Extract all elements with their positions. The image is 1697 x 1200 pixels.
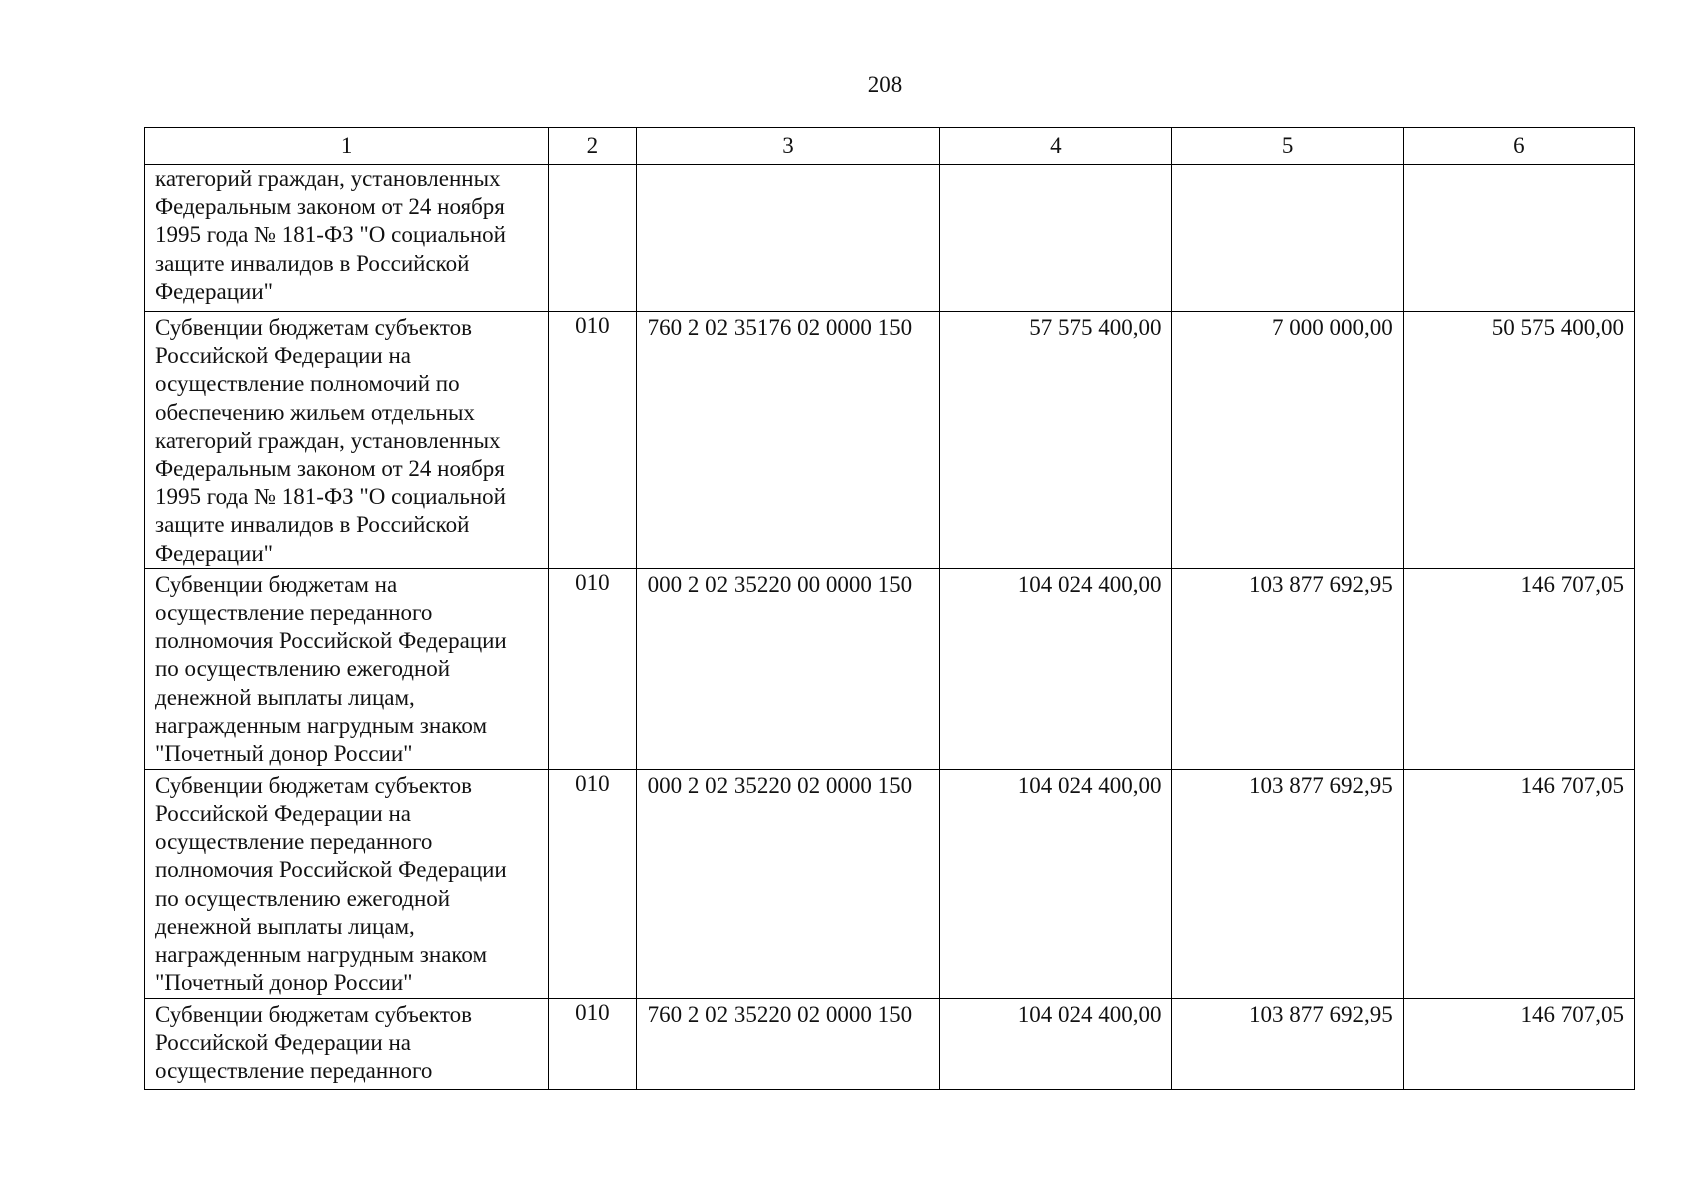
table-row	[145, 312, 1635, 569]
executed-amount-cell: 103 877 692,95	[1172, 998, 1403, 1089]
approved-amount-cell	[940, 165, 1172, 312]
column-header-1: 1	[145, 128, 549, 165]
row-name-text: Субвенции бюджетам субъектов Российской Федерации на осуществление переданного полномочия Российской Федерации по осуществлению ежегодной денежной выплаты лицам, награжденным нагрудным знаком "Почетный донор России"	[155, 772, 507, 996]
income-code-cell: 000 2 02 35220 02 0000 150	[636, 769, 940, 998]
approved-amount-cell: 104 024 400,00	[940, 998, 1172, 1089]
executed-amount-cell: 7 000 000,00	[1172, 312, 1403, 569]
income-code-cell: 760 2 02 35220 02 0000 150	[636, 998, 940, 1089]
line-code-cell	[549, 165, 636, 312]
income-code-cell	[636, 165, 940, 312]
column-header-4: 4	[940, 128, 1172, 165]
executed-amount-cell	[1172, 165, 1403, 312]
income-code-cell: 000 2 02 35220 00 0000 150	[636, 568, 940, 769]
line-code-cell: 010	[549, 998, 636, 1089]
row-name-cell	[145, 769, 549, 998]
column-header-3: 3	[636, 128, 940, 165]
table-row	[145, 769, 1635, 998]
page-number: 208	[867, 72, 903, 97]
line-code-cell: 010	[549, 568, 636, 769]
budget-execution-table	[144, 127, 1635, 1090]
line-code-cell: 010	[549, 312, 636, 569]
row-name-text: Субвенции бюджетам на осуществление переданного полномочия Российской Федерации по осуществлению ежегодной денежной выплаты лицам, награжденным нагрудным знаком "Почетный донор России"	[155, 571, 507, 767]
row-name-text: Субвенции бюджетам субъектов Российской Федерации на осуществление полномочий по обеспечению жильем отдельных категорий граждан, установленных Федеральным законом от 24 ноября 1995 года № 181-ФЗ "О социальной защите инвалидов в Российской Федерации"	[155, 315, 506, 566]
table-header-row	[145, 128, 1635, 165]
unexecuted-amount-cell: 146 707,05	[1403, 769, 1634, 998]
row-name-cell	[145, 568, 549, 769]
unexecuted-amount-cell: 50 575 400,00	[1403, 312, 1634, 569]
column-header-5: 5	[1172, 128, 1403, 165]
row-name-cell	[145, 998, 549, 1089]
unexecuted-amount-cell: 146 707,05	[1403, 998, 1634, 1089]
table-row	[145, 568, 1635, 769]
executed-amount-cell: 103 877 692,95	[1172, 568, 1403, 769]
line-code-cell: 010	[549, 769, 636, 998]
column-header-6: 6	[1403, 128, 1634, 165]
table-row	[145, 165, 1635, 312]
income-code-cell: 760 2 02 35176 02 0000 150	[636, 312, 940, 569]
unexecuted-amount-cell	[1403, 165, 1634, 312]
column-header-2: 2	[549, 128, 636, 165]
executed-amount-cell: 103 877 692,95	[1172, 769, 1403, 998]
approved-amount-cell: 104 024 400,00	[940, 568, 1172, 769]
row-name-cell	[145, 165, 549, 312]
row-name-text: Субвенции бюджетам субъектов Российской Федерации на осуществление переданного	[155, 1001, 472, 1084]
row-name-cell	[145, 312, 549, 569]
approved-amount-cell: 104 024 400,00	[940, 769, 1172, 998]
unexecuted-amount-cell: 146 707,05	[1403, 568, 1634, 769]
approved-amount-cell: 57 575 400,00	[940, 312, 1172, 569]
row-name-text: категорий граждан, установленных Федеральным законом от 24 ноября 1995 года № 181-ФЗ "О социальной защите инвалидов в Российской Федерации"	[155, 166, 506, 304]
table-row	[145, 998, 1635, 1089]
